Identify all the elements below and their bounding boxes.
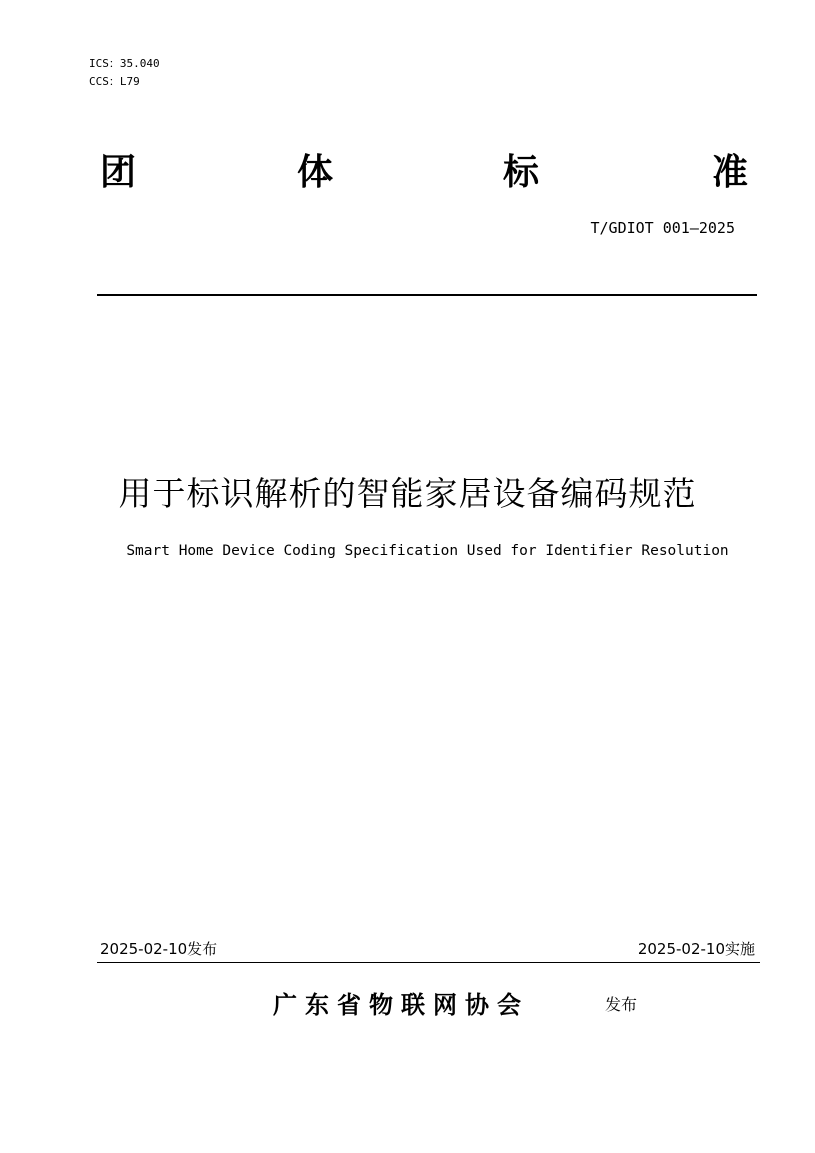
ics-code: ICS：35.040 (89, 57, 160, 70)
publisher-name: 广东省物联网协会 (273, 990, 529, 1019)
top-divider (97, 294, 757, 296)
publish-date: 2025-02-10发布 (100, 940, 218, 958)
bottom-divider (97, 962, 760, 963)
publisher-suffix: 发布 (605, 995, 638, 1014)
standard-type-char: 标 (503, 151, 540, 193)
standard-type-char: 体 (297, 151, 334, 193)
standard-type-char: 准 (712, 151, 749, 193)
standard-type-char: 团 (100, 151, 137, 193)
implementation-date: 2025-02-10实施 (637, 940, 755, 958)
document-title-chinese: 用于标识解析的智能家居设备编码规范 (118, 474, 697, 513)
ccs-code: CCS：L79 (89, 75, 140, 88)
document-title-english: Smart Home Device Coding Specification Used for Identifier Resolution (126, 543, 729, 559)
standard-number: T/GDIOT 001—2025 (590, 219, 735, 237)
